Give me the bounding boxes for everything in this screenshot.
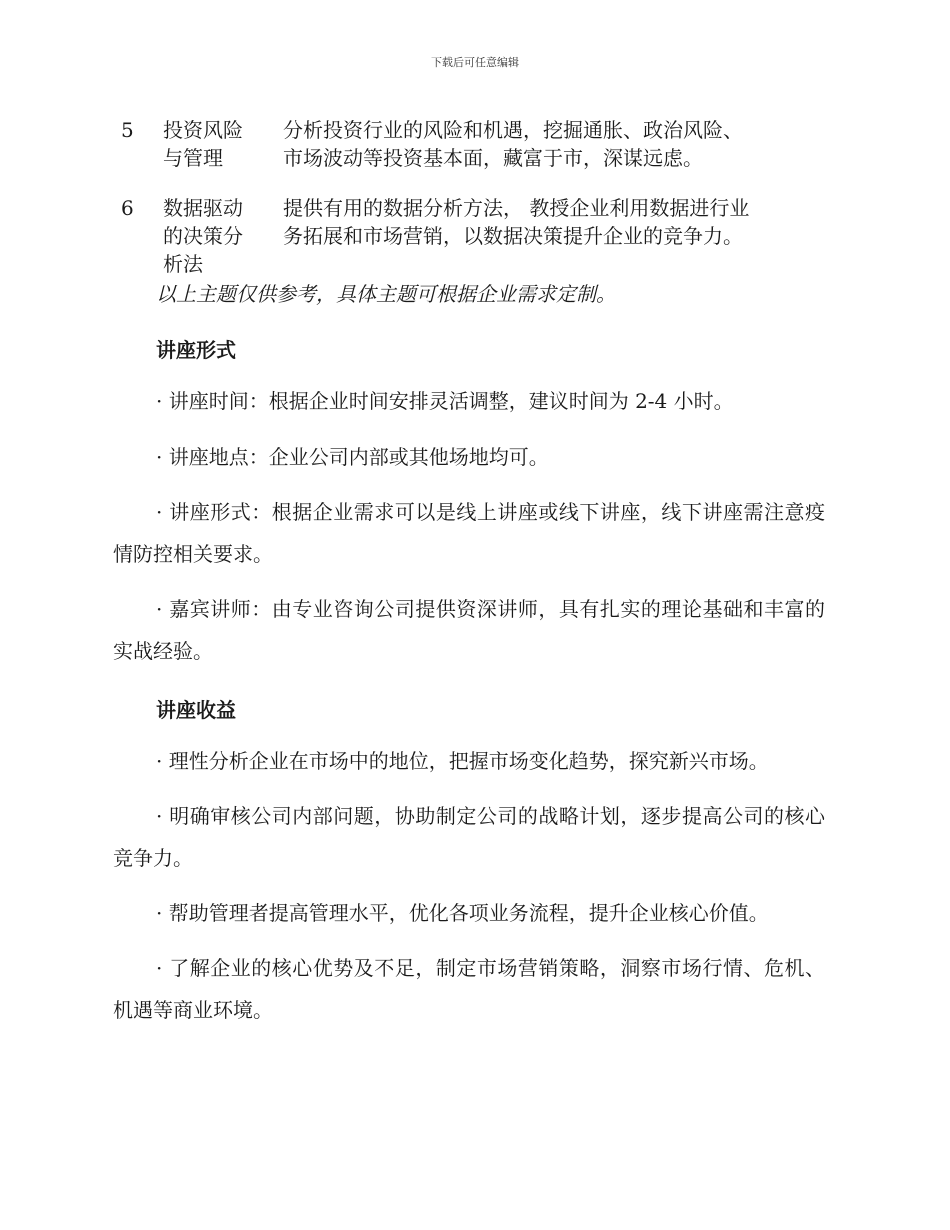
topic-description-line: 分析投资行业的风险和机遇，挖掘通胀、政治风险、 [283, 118, 743, 142]
topic-number: 6 [121, 196, 134, 220]
topic-name [163, 116, 283, 194]
topic-number: 5 [121, 118, 134, 142]
format-item: · 讲座时间：根据企业时间安排灵活调整，建议时间为 2-4 小时。 [156, 389, 734, 413]
topic-name-line: 与管理 [163, 146, 223, 170]
format-item: · 讲座形式：根据企业需求可以是线上讲座或线下讲座，线下讲座需注意疫情防控相关要求。 [113, 500, 825, 566]
topic-name-line: 数据驱动 [163, 196, 243, 220]
topic-description-line: 市场波动等投资基本面，藏富于市，深谋远虑。 [283, 146, 703, 170]
topic-description [283, 116, 803, 194]
table-row [113, 116, 803, 194]
topic-description-line: 务拓展和市场营销，以数据决策提升企业的竞争力。 [283, 224, 743, 248]
topic-name-line: 投资风险 [163, 118, 243, 142]
topic-description [283, 194, 803, 278]
benefit-item: · 了解企业的核心优势及不足，制定市场营销策略，洞察市场行情、危机、机遇等商业环境。 [113, 956, 825, 1022]
benefit-item: · 理性分析企业在市场中的地位，把握市场变化趋势，探究新兴市场。 [156, 749, 769, 773]
section-heading-benefits: 讲座收益 [156, 698, 236, 722]
topic-name [163, 194, 283, 278]
benefit-item: · 明确审核公司内部问题，协助制定公司的战略计划，逐步提高公司的核心竞争力。 [113, 804, 825, 870]
format-item: · 讲座地点：企业公司内部或其他场地均可。 [156, 445, 549, 469]
page-header: 下载后可任意编辑 [431, 56, 519, 69]
topic-name-line: 析法 [163, 252, 203, 276]
benefit-item: · 帮助管理者提高管理水平，优化各项业务流程，提升企业核心价值。 [156, 901, 769, 925]
table-row [113, 194, 803, 278]
section-heading-format: 讲座形式 [156, 338, 236, 362]
topics-table [113, 116, 803, 278]
format-item: · 嘉宾讲师：由专业咨询公司提供资深讲师，具有扎实的理论基础和丰富的实战经验。 [113, 597, 825, 663]
topic-name-line: 的决策分 [163, 224, 243, 248]
topics-note: 以上主题仅供参考，具体主题可根据企业需求定制。 [156, 282, 616, 306]
topic-description-line: 提供有用的数据分析方法， 教授企业利用数据进行业 [283, 196, 750, 220]
